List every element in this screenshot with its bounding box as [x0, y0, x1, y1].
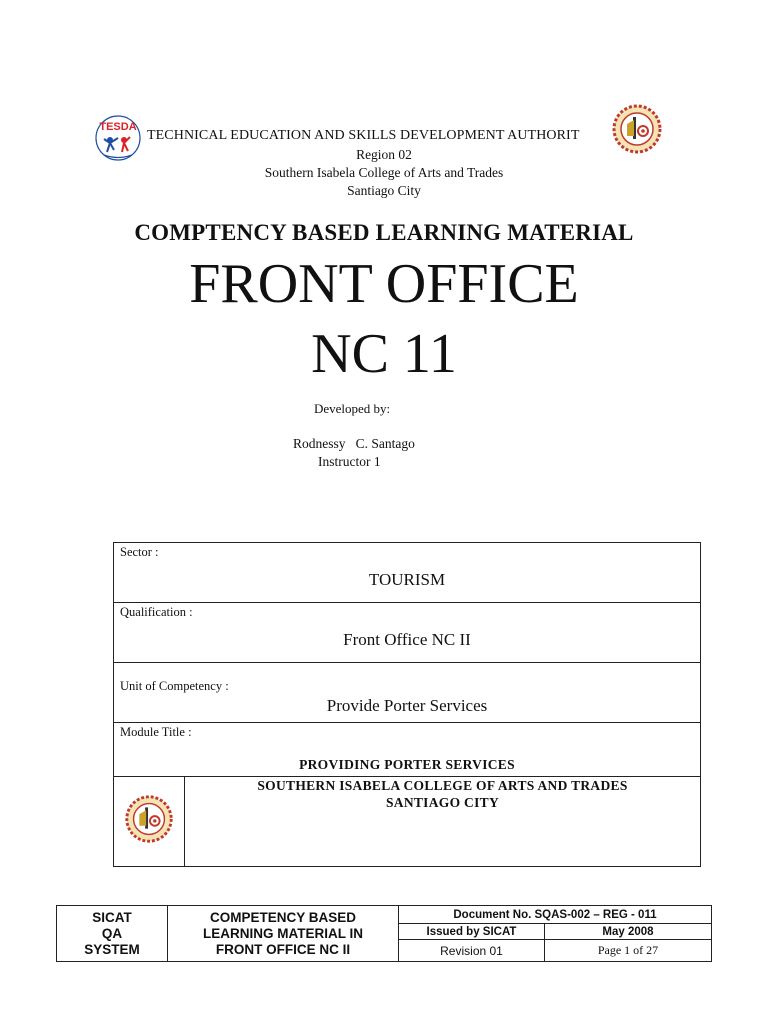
- module-cell: [114, 723, 701, 777]
- footer-issued-by: Issued by SICAT: [399, 924, 545, 940]
- footer-date: May 2008: [545, 924, 712, 940]
- sector-label: Sector :: [120, 545, 159, 559]
- qualification-value: Front Office NC II: [343, 630, 471, 649]
- main-title-line1: FRONT OFFICE: [189, 253, 579, 315]
- developed-by-label: Developed by:: [314, 401, 391, 416]
- footer-title-line1: COMPETENCY BASED: [209, 909, 357, 925]
- document-footer-table: [56, 905, 712, 962]
- footer-sys-line2: QA: [101, 925, 123, 941]
- city-line: Santiago City: [347, 183, 421, 198]
- unit-cell: [114, 663, 701, 723]
- footer-title-line2: LEARNING MATERIAL IN: [203, 925, 363, 941]
- school-cell: [185, 777, 701, 867]
- school-name: SOUTHERN ISABELA COLLEGE OF ARTS AND TRADES: [257, 778, 628, 793]
- svg-text:TESDA: TESDA: [99, 121, 137, 133]
- footer-title-line3: FRONT OFFICE NC II: [215, 941, 351, 957]
- author-role: Instructor 1: [318, 454, 381, 469]
- footer-title-cell: [168, 906, 399, 962]
- sicat-seal-small-logo: [124, 791, 174, 847]
- footer-sys-line3: SYSTEM: [84, 941, 140, 957]
- document-subtitle: COMPTENCY BASED LEARNING MATERIAL: [134, 220, 634, 245]
- module-value: PROVIDING PORTER SERVICES: [299, 757, 515, 772]
- footer-revision: Revision 01: [399, 940, 545, 962]
- main-title-line2: NC 11: [311, 323, 457, 385]
- sector-cell: [114, 543, 701, 603]
- qualification-label: Qualification :: [120, 605, 193, 619]
- school-line: Southern Isabela College of Arts and Trades: [264, 165, 504, 180]
- sector-value: TOURISM: [368, 570, 446, 589]
- module-info-table: [113, 542, 701, 867]
- footer-system-cell: [57, 906, 168, 962]
- unit-label: Unit of Competency :: [120, 679, 229, 693]
- seal-cell: [114, 777, 185, 867]
- footer-page-number: Page 1 of 27: [545, 940, 712, 962]
- agency-name: TECHNICAL EDUCATION AND SKILLS DEVELOPMENT AUTHORIT: [147, 128, 580, 143]
- school-city: SANTIAGO CITY: [385, 795, 500, 810]
- author-name: Rodnessy C. Santago: [293, 436, 415, 451]
- module-label: Module Title :: [120, 725, 192, 739]
- unit-value: Provide Porter Services: [326, 696, 488, 715]
- footer-document-number: Document No. SQAS-002 – REG - 011: [399, 906, 712, 924]
- qualification-cell: [114, 603, 701, 663]
- footer-sys-line1: SICAT: [92, 909, 132, 925]
- region-line: Region 02: [356, 147, 412, 162]
